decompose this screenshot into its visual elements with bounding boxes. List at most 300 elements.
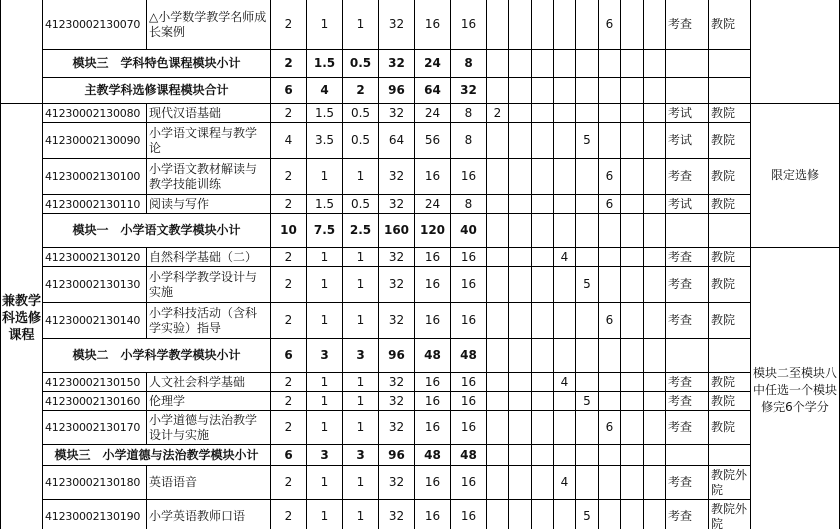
semester-7-cell xyxy=(621,248,644,267)
subtotal-row xyxy=(1,50,840,78)
semester-7-cell xyxy=(621,104,644,123)
semester-1-cell xyxy=(487,0,509,50)
exam-type-cell: 考查 xyxy=(666,303,709,339)
theory-hours-cell: 16 xyxy=(415,392,451,411)
semester-2-cell xyxy=(509,0,532,50)
practice-cell: 0.5 xyxy=(343,50,379,78)
semester-7-cell xyxy=(621,267,644,303)
course-row xyxy=(1,123,840,159)
semester-6-cell xyxy=(599,339,621,373)
semester-3-cell xyxy=(532,248,554,267)
theory-cell: 1 xyxy=(307,373,343,392)
department-cell xyxy=(709,339,751,373)
category-cell xyxy=(1,0,43,104)
semester-2-cell xyxy=(509,159,532,195)
course-row xyxy=(1,104,840,123)
practice-hours-cell: 40 xyxy=(451,214,487,248)
exam-type-cell: 考查 xyxy=(666,248,709,267)
semester-5-cell xyxy=(576,248,599,267)
semester-7-cell xyxy=(621,445,644,466)
semester-5-cell: 5 xyxy=(576,123,599,159)
theory-hours-cell: 48 xyxy=(415,445,451,466)
hours-cell: 32 xyxy=(379,373,415,392)
semester-8-cell xyxy=(644,392,666,411)
course-code: 41230002130090 xyxy=(43,123,147,159)
course-name: 自然科学基础（二） xyxy=(147,248,271,267)
semester-4-cell xyxy=(554,339,576,373)
semester-4-cell xyxy=(554,50,576,78)
credits-cell: 2 xyxy=(271,373,307,392)
course-row xyxy=(1,500,840,529)
semester-8-cell xyxy=(644,78,666,104)
credits-cell: 2 xyxy=(271,500,307,529)
semester-8-cell xyxy=(644,123,666,159)
practice-cell: 0.5 xyxy=(343,195,379,214)
credits-cell: 6 xyxy=(271,78,307,104)
semester-8-cell xyxy=(644,267,666,303)
practice-hours-cell: 16 xyxy=(451,392,487,411)
credits-cell: 2 xyxy=(271,267,307,303)
semester-2-cell xyxy=(509,466,532,500)
semester-1-cell xyxy=(487,50,509,78)
semester-7-cell xyxy=(621,0,644,50)
department-cell xyxy=(709,445,751,466)
semester-4-cell xyxy=(554,159,576,195)
course-name: 小学道德与法治教学设计与实施 xyxy=(147,411,271,445)
department-cell: 教院 xyxy=(709,104,751,123)
semester-4-cell xyxy=(554,123,576,159)
semester-2-cell xyxy=(509,104,532,123)
semester-7-cell xyxy=(621,373,644,392)
semester-7-cell xyxy=(621,303,644,339)
theory-hours-cell: 24 xyxy=(415,50,451,78)
hours-cell: 96 xyxy=(379,339,415,373)
exam-type-cell: 考试 xyxy=(666,123,709,159)
semester-6-cell: 6 xyxy=(599,303,621,339)
credits-cell: 2 xyxy=(271,466,307,500)
semester-1-cell xyxy=(487,267,509,303)
practice-hours-cell: 16 xyxy=(451,248,487,267)
credits-cell: 2 xyxy=(271,50,307,78)
semester-1-cell xyxy=(487,159,509,195)
exam-type-cell xyxy=(666,78,709,104)
semester-5-cell xyxy=(576,445,599,466)
theory-cell: 4 xyxy=(307,78,343,104)
practice-hours-cell: 48 xyxy=(451,339,487,373)
semester-1-cell xyxy=(487,123,509,159)
semester-7-cell xyxy=(621,123,644,159)
semester-5-cell xyxy=(576,411,599,445)
semester-1-cell xyxy=(487,248,509,267)
semester-3-cell xyxy=(532,445,554,466)
practice-hours-cell: 8 xyxy=(451,195,487,214)
semester-5-cell: 5 xyxy=(576,392,599,411)
semester-8-cell xyxy=(644,373,666,392)
semester-7-cell xyxy=(621,159,644,195)
semester-8-cell xyxy=(644,466,666,500)
subtotal-row xyxy=(1,78,840,104)
theory-hours-cell: 16 xyxy=(415,466,451,500)
course-code: 41230002130070 xyxy=(43,0,147,50)
department-cell: 教院 xyxy=(709,159,751,195)
practice-cell: 1 xyxy=(343,0,379,50)
practice-cell: 2.5 xyxy=(343,214,379,248)
practice-cell: 1 xyxy=(343,267,379,303)
exam-type-cell: 考查 xyxy=(666,466,709,500)
course-code: 41230002130170 xyxy=(43,411,147,445)
department-cell: 教院 xyxy=(709,0,751,50)
course-name: 现代汉语基础 xyxy=(147,104,271,123)
theory-hours-cell: 120 xyxy=(415,214,451,248)
semester-2-cell xyxy=(509,214,532,248)
semester-8-cell xyxy=(644,411,666,445)
exam-type-cell xyxy=(666,50,709,78)
theory-hours-cell: 16 xyxy=(415,373,451,392)
semester-6-cell xyxy=(599,500,621,529)
semester-5-cell xyxy=(576,104,599,123)
practice-hours-cell: 8 xyxy=(451,123,487,159)
semester-8-cell xyxy=(644,214,666,248)
course-row xyxy=(1,392,840,411)
hours-cell: 32 xyxy=(379,159,415,195)
course-row xyxy=(1,411,840,445)
course-row xyxy=(1,466,840,500)
semester-5-cell xyxy=(576,466,599,500)
theory-hours-cell: 16 xyxy=(415,500,451,529)
credits-cell: 6 xyxy=(271,339,307,373)
semester-6-cell: 6 xyxy=(599,411,621,445)
semester-3-cell xyxy=(532,104,554,123)
practice-hours-cell: 8 xyxy=(451,50,487,78)
semester-3-cell xyxy=(532,195,554,214)
semester-7-cell xyxy=(621,392,644,411)
semester-4-cell xyxy=(554,0,576,50)
theory-hours-cell: 16 xyxy=(415,0,451,50)
semester-2-cell xyxy=(509,411,532,445)
semester-5-cell xyxy=(576,195,599,214)
theory-cell: 1 xyxy=(307,411,343,445)
theory-cell: 1 xyxy=(307,466,343,500)
practice-cell: 0.5 xyxy=(343,104,379,123)
semester-5-cell: 5 xyxy=(576,500,599,529)
department-cell: 教院 xyxy=(709,373,751,392)
semester-4-cell xyxy=(554,78,576,104)
exam-type-cell: 考查 xyxy=(666,392,709,411)
practice-cell: 0.5 xyxy=(343,123,379,159)
note-choose: 模块二至模块八中任选一个模块修完6个学分 xyxy=(751,248,840,529)
semester-1-cell xyxy=(487,78,509,104)
hours-cell: 96 xyxy=(379,445,415,466)
theory-cell: 1.5 xyxy=(307,195,343,214)
practice-cell: 1 xyxy=(343,411,379,445)
theory-cell: 7.5 xyxy=(307,214,343,248)
semester-7-cell xyxy=(621,500,644,529)
course-name: 小学科学教学设计与实施 xyxy=(147,267,271,303)
hours-cell: 32 xyxy=(379,267,415,303)
semester-8-cell xyxy=(644,500,666,529)
semester-1-cell xyxy=(487,373,509,392)
semester-2-cell xyxy=(509,267,532,303)
semester-6-cell: 6 xyxy=(599,195,621,214)
semester-3-cell xyxy=(532,267,554,303)
course-code: 41230002130130 xyxy=(43,267,147,303)
department-cell xyxy=(709,50,751,78)
subtotal-label: 模块二 小学科学教学模块小计 xyxy=(43,339,271,373)
course-name: 小学英语教师口语 xyxy=(147,500,271,529)
practice-cell: 2 xyxy=(343,78,379,104)
theory-hours-cell: 48 xyxy=(415,339,451,373)
semester-4-cell xyxy=(554,500,576,529)
semester-8-cell xyxy=(644,159,666,195)
practice-cell: 3 xyxy=(343,445,379,466)
semester-3-cell xyxy=(532,159,554,195)
practice-hours-cell: 16 xyxy=(451,267,487,303)
practice-hours-cell: 16 xyxy=(451,373,487,392)
course-code: 41230002130160 xyxy=(43,392,147,411)
hours-cell: 64 xyxy=(379,123,415,159)
practice-hours-cell: 16 xyxy=(451,466,487,500)
theory-hours-cell: 56 xyxy=(415,123,451,159)
course-name: 伦理学 xyxy=(147,392,271,411)
semester-6-cell xyxy=(599,392,621,411)
hours-cell: 32 xyxy=(379,50,415,78)
theory-cell: 1 xyxy=(307,303,343,339)
semester-6-cell xyxy=(599,214,621,248)
theory-cell: 3.5 xyxy=(307,123,343,159)
course-row xyxy=(1,267,840,303)
semester-2-cell xyxy=(509,195,532,214)
semester-7-cell xyxy=(621,466,644,500)
exam-type-cell xyxy=(666,214,709,248)
department-cell: 教院外院 xyxy=(709,500,751,529)
semester-1-cell xyxy=(487,392,509,411)
course-code: 41230002130100 xyxy=(43,159,147,195)
semester-1-cell xyxy=(487,195,509,214)
practice-hours-cell: 16 xyxy=(451,500,487,529)
exam-type-cell xyxy=(666,445,709,466)
semester-2-cell xyxy=(509,339,532,373)
department-cell xyxy=(709,214,751,248)
practice-cell: 1 xyxy=(343,392,379,411)
course-code: 41230002130150 xyxy=(43,373,147,392)
course-code: 41230002130110 xyxy=(43,195,147,214)
semester-6-cell: 6 xyxy=(599,0,621,50)
semester-6-cell xyxy=(599,104,621,123)
semester-3-cell xyxy=(532,214,554,248)
semester-4-cell xyxy=(554,267,576,303)
semester-1-cell xyxy=(487,445,509,466)
semester-5-cell xyxy=(576,50,599,78)
theory-cell: 1 xyxy=(307,159,343,195)
practice-cell: 1 xyxy=(343,303,379,339)
department-cell: 教院 xyxy=(709,392,751,411)
semester-1-cell xyxy=(487,214,509,248)
semester-4-cell xyxy=(554,104,576,123)
semester-1-cell xyxy=(487,411,509,445)
semester-3-cell xyxy=(532,339,554,373)
semester-8-cell xyxy=(644,303,666,339)
semester-2-cell xyxy=(509,373,532,392)
semester-5-cell xyxy=(576,159,599,195)
semester-2-cell xyxy=(509,303,532,339)
course-code: 41230002130180 xyxy=(43,466,147,500)
course-code: 41230002130120 xyxy=(43,248,147,267)
theory-hours-cell: 16 xyxy=(415,159,451,195)
practice-hours-cell: 16 xyxy=(451,159,487,195)
semester-6-cell xyxy=(599,466,621,500)
semester-3-cell xyxy=(532,50,554,78)
semester-5-cell xyxy=(576,214,599,248)
semester-1-cell: 2 xyxy=(487,104,509,123)
semester-3-cell xyxy=(532,392,554,411)
hours-cell: 96 xyxy=(379,78,415,104)
semester-3-cell xyxy=(532,0,554,50)
semester-6-cell xyxy=(599,123,621,159)
theory-hours-cell: 24 xyxy=(415,104,451,123)
semester-2-cell xyxy=(509,123,532,159)
practice-cell: 1 xyxy=(343,159,379,195)
credits-cell: 4 xyxy=(271,123,307,159)
practice-hours-cell: 16 xyxy=(451,303,487,339)
exam-type-cell xyxy=(666,339,709,373)
hours-cell: 32 xyxy=(379,411,415,445)
practice-cell: 1 xyxy=(343,500,379,529)
semester-8-cell xyxy=(644,445,666,466)
semester-2-cell xyxy=(509,445,532,466)
theory-cell: 1 xyxy=(307,500,343,529)
exam-type-cell: 考查 xyxy=(666,411,709,445)
hours-cell: 32 xyxy=(379,0,415,50)
practice-cell: 1 xyxy=(343,466,379,500)
semester-8-cell xyxy=(644,339,666,373)
semester-5-cell xyxy=(576,303,599,339)
practice-cell: 3 xyxy=(343,339,379,373)
subtotal-row xyxy=(1,339,840,373)
course-name: △小学数学教学名师成长案例 xyxy=(147,0,271,50)
semester-3-cell xyxy=(532,123,554,159)
practice-hours-cell: 16 xyxy=(451,0,487,50)
semester-8-cell xyxy=(644,248,666,267)
course-row xyxy=(1,195,840,214)
exam-type-cell: 考查 xyxy=(666,373,709,392)
credits-cell: 2 xyxy=(271,248,307,267)
subtotal-label: 模块三 小学道德与法治教学模块小计 xyxy=(43,445,271,466)
semester-1-cell xyxy=(487,500,509,529)
credits-cell: 2 xyxy=(271,104,307,123)
department-cell: 教院 xyxy=(709,411,751,445)
practice-cell: 1 xyxy=(343,373,379,392)
department-cell: 教院外院 xyxy=(709,466,751,500)
exam-type-cell: 考查 xyxy=(666,159,709,195)
semester-6-cell: 6 xyxy=(599,159,621,195)
note-cell xyxy=(751,0,840,104)
semester-2-cell xyxy=(509,78,532,104)
semester-6-cell xyxy=(599,78,621,104)
practice-hours-cell: 8 xyxy=(451,104,487,123)
credits-cell: 2 xyxy=(271,303,307,339)
course-name: 小学科技活动（含科学实验）指导 xyxy=(147,303,271,339)
course-code: 41230002130140 xyxy=(43,303,147,339)
semester-4-cell xyxy=(554,214,576,248)
hours-cell: 32 xyxy=(379,104,415,123)
semester-1-cell xyxy=(487,339,509,373)
theory-hours-cell: 64 xyxy=(415,78,451,104)
department-cell xyxy=(709,78,751,104)
theory-cell: 1.5 xyxy=(307,50,343,78)
subtotal-row xyxy=(1,214,840,248)
semester-4-cell: 4 xyxy=(554,373,576,392)
hours-cell: 160 xyxy=(379,214,415,248)
exam-type-cell: 考查 xyxy=(666,0,709,50)
note-limited: 限定选修 xyxy=(751,104,840,248)
semester-3-cell xyxy=(532,411,554,445)
theory-hours-cell: 16 xyxy=(415,248,451,267)
department-cell: 教院 xyxy=(709,267,751,303)
credits-cell: 2 xyxy=(271,159,307,195)
hours-cell: 32 xyxy=(379,248,415,267)
department-cell: 教院 xyxy=(709,195,751,214)
course-row xyxy=(1,303,840,339)
subtotal-label: 模块三 学科特色课程模块小计 xyxy=(43,50,271,78)
subtotal-row xyxy=(1,445,840,466)
course-name: 小学语文教材解读与教学技能训练 xyxy=(147,159,271,195)
semester-8-cell xyxy=(644,0,666,50)
credits-cell: 2 xyxy=(271,411,307,445)
theory-cell: 3 xyxy=(307,445,343,466)
table-body xyxy=(1,0,840,529)
course-name: 英语语音 xyxy=(147,466,271,500)
semester-3-cell xyxy=(532,500,554,529)
semester-4-cell: 4 xyxy=(554,466,576,500)
semester-3-cell xyxy=(532,373,554,392)
department-cell: 教院 xyxy=(709,248,751,267)
semester-3-cell xyxy=(532,466,554,500)
theory-cell: 1 xyxy=(307,0,343,50)
semester-4-cell xyxy=(554,195,576,214)
semester-8-cell xyxy=(644,50,666,78)
course-name: 小学语文课程与教学论 xyxy=(147,123,271,159)
theory-cell: 1.5 xyxy=(307,104,343,123)
course-row xyxy=(1,159,840,195)
hours-cell: 32 xyxy=(379,195,415,214)
course-name: 人文社会科学基础 xyxy=(147,373,271,392)
semester-2-cell xyxy=(509,50,532,78)
department-cell: 教院 xyxy=(709,123,751,159)
semester-8-cell xyxy=(644,195,666,214)
semester-5-cell xyxy=(576,373,599,392)
theory-hours-cell: 16 xyxy=(415,411,451,445)
practice-hours-cell: 32 xyxy=(451,78,487,104)
credits-cell: 6 xyxy=(271,445,307,466)
semester-2-cell xyxy=(509,392,532,411)
practice-cell: 1 xyxy=(343,248,379,267)
semester-8-cell xyxy=(644,104,666,123)
semester-4-cell xyxy=(554,392,576,411)
course-name: 阅读与写作 xyxy=(147,195,271,214)
semester-1-cell xyxy=(487,466,509,500)
semester-4-cell xyxy=(554,445,576,466)
semester-4-cell xyxy=(554,303,576,339)
semester-4-cell: 4 xyxy=(554,248,576,267)
credits-cell: 10 xyxy=(271,214,307,248)
course-row xyxy=(1,248,840,267)
practice-hours-cell: 48 xyxy=(451,445,487,466)
semester-7-cell xyxy=(621,214,644,248)
theory-hours-cell: 16 xyxy=(415,303,451,339)
semester-5-cell xyxy=(576,78,599,104)
theory-hours-cell: 24 xyxy=(415,195,451,214)
exam-type-cell: 考查 xyxy=(666,267,709,303)
